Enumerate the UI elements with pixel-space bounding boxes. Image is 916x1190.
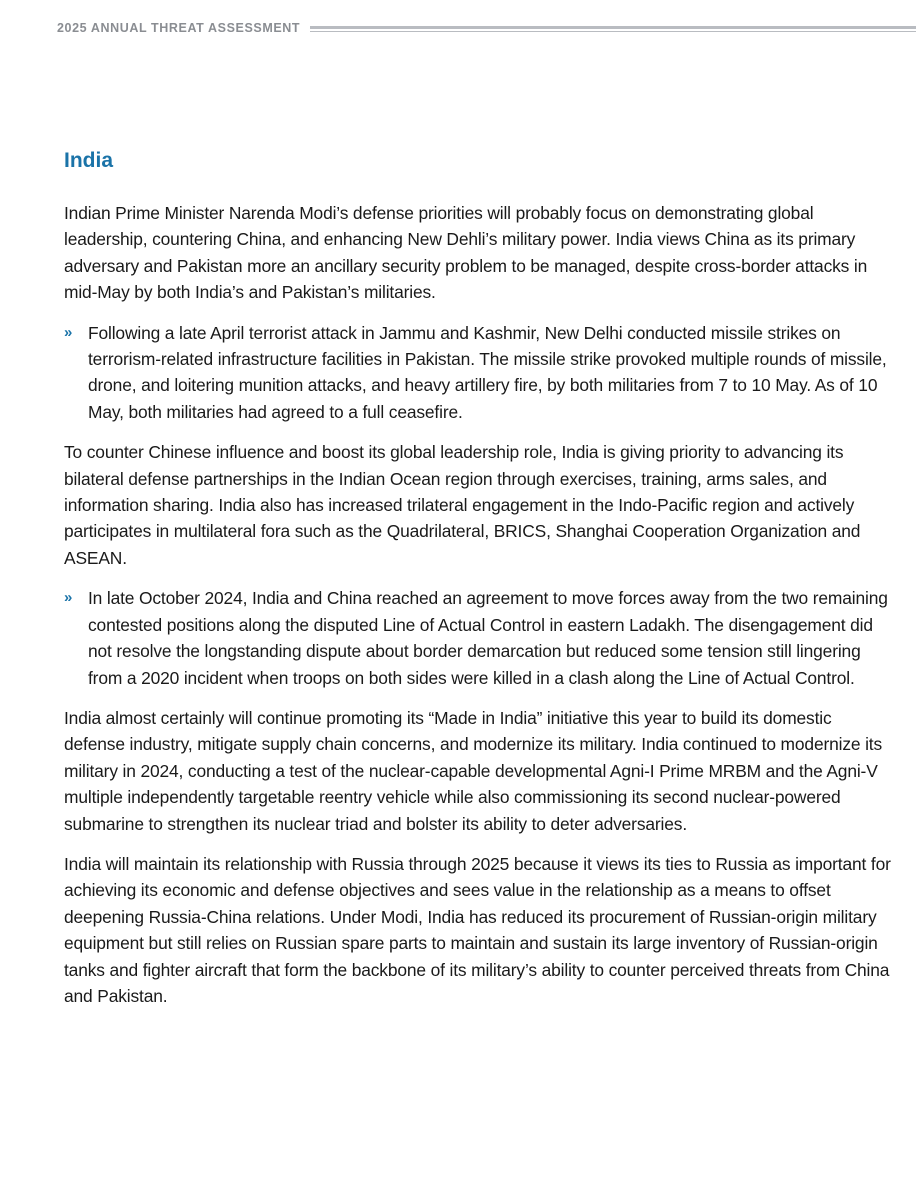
paragraph: To counter Chinese influence and boost its global leadership role, India is giving priority to advancing its bilateral defense partnerships in the Indian Ocean region through exercises, training, arms sales, and information sharing. India also has increased trilateral engagement in the Indo-Pacific region and actively participates in multilateral fora such as the Quadrilateral, BRICS, Shanghai Cooperation Organization and ASEAN. xyxy=(64,442,861,568)
bullet-item xyxy=(64,320,894,426)
bullet-text: In late October 2024, India and China reached an agreement to move forces away from the two remaining contested positions along the disputed Line of Actual Control in eastern Ladakh. The disengagement did not resolve the longstanding dispute about border demarcation but reduced some tension still lingering from a 2020 incident when troops on both sides were killed in a clash along the Line of Actual Control. xyxy=(88,588,888,688)
paragraph: India almost certainly will continue promoting its “Made in India” initiative this year to build its domestic defense industry, mitigate supply chain concerns, and modernize its military. India continued to modernize its military in 2024, conducting a test of the nuclear-capable developmental Agni-I Prime MRBM and the Agni-V multiple independently targetable reentry vehicle while also commissioning its second nuclear-powered submarine to strengthen its nuclear triad and bolster its ability to deter adversaries. xyxy=(64,707,883,834)
section-content xyxy=(64,146,894,1023)
header-rule-divider xyxy=(310,26,916,32)
bullet-text: Following a late April terrorist attack in Jammu and Kashmir, New Delhi conducted missile strikes on terrorism-related infrastructure facilities in Pakistan. The missile strike provoked multiple rounds of missile, drone, and loitering munition attacks, and heavy artillery fire, by both militaries from 7 to 10 May. As of 10 May, both militaries had agreed to a full ceasefire. xyxy=(88,322,887,422)
bullet-chevron-icon: » xyxy=(64,589,73,607)
section-heading: India xyxy=(64,149,114,172)
running-header xyxy=(57,17,916,39)
running-header-title: 2025 ANNUAL THREAT ASSESSMENT xyxy=(57,21,301,35)
paragraph: India will maintain its relationship with Russia through 2025 because it views its ties to Russia as important for achieving its economic and defense objectives and sees value in the relationship as a means to offset deepening Russia-China relations. Under Modi, India has reduced its procurement of Russian-origin military equipment but still relies on Russian spare parts to maintain and sustain its large inventory of Russian-origin tanks and fighter aircraft that form the backbone of its military’s ability to counter perceived threats from China and Pakistan. xyxy=(64,853,891,1006)
paragraph: Indian Prime Minister Narenda Modi’s defense priorities will probably focus on demonstrating global leadership, countering China, and enhancing New Dehli’s military power. India views China as its primary adversary and Pakistan more an ancillary security problem to be managed, despite cross-border attacks in mid-May by both India’s and Pakistan’s militaries. xyxy=(64,203,868,303)
bullet-item xyxy=(64,585,894,691)
bullet-chevron-icon: » xyxy=(64,323,73,341)
